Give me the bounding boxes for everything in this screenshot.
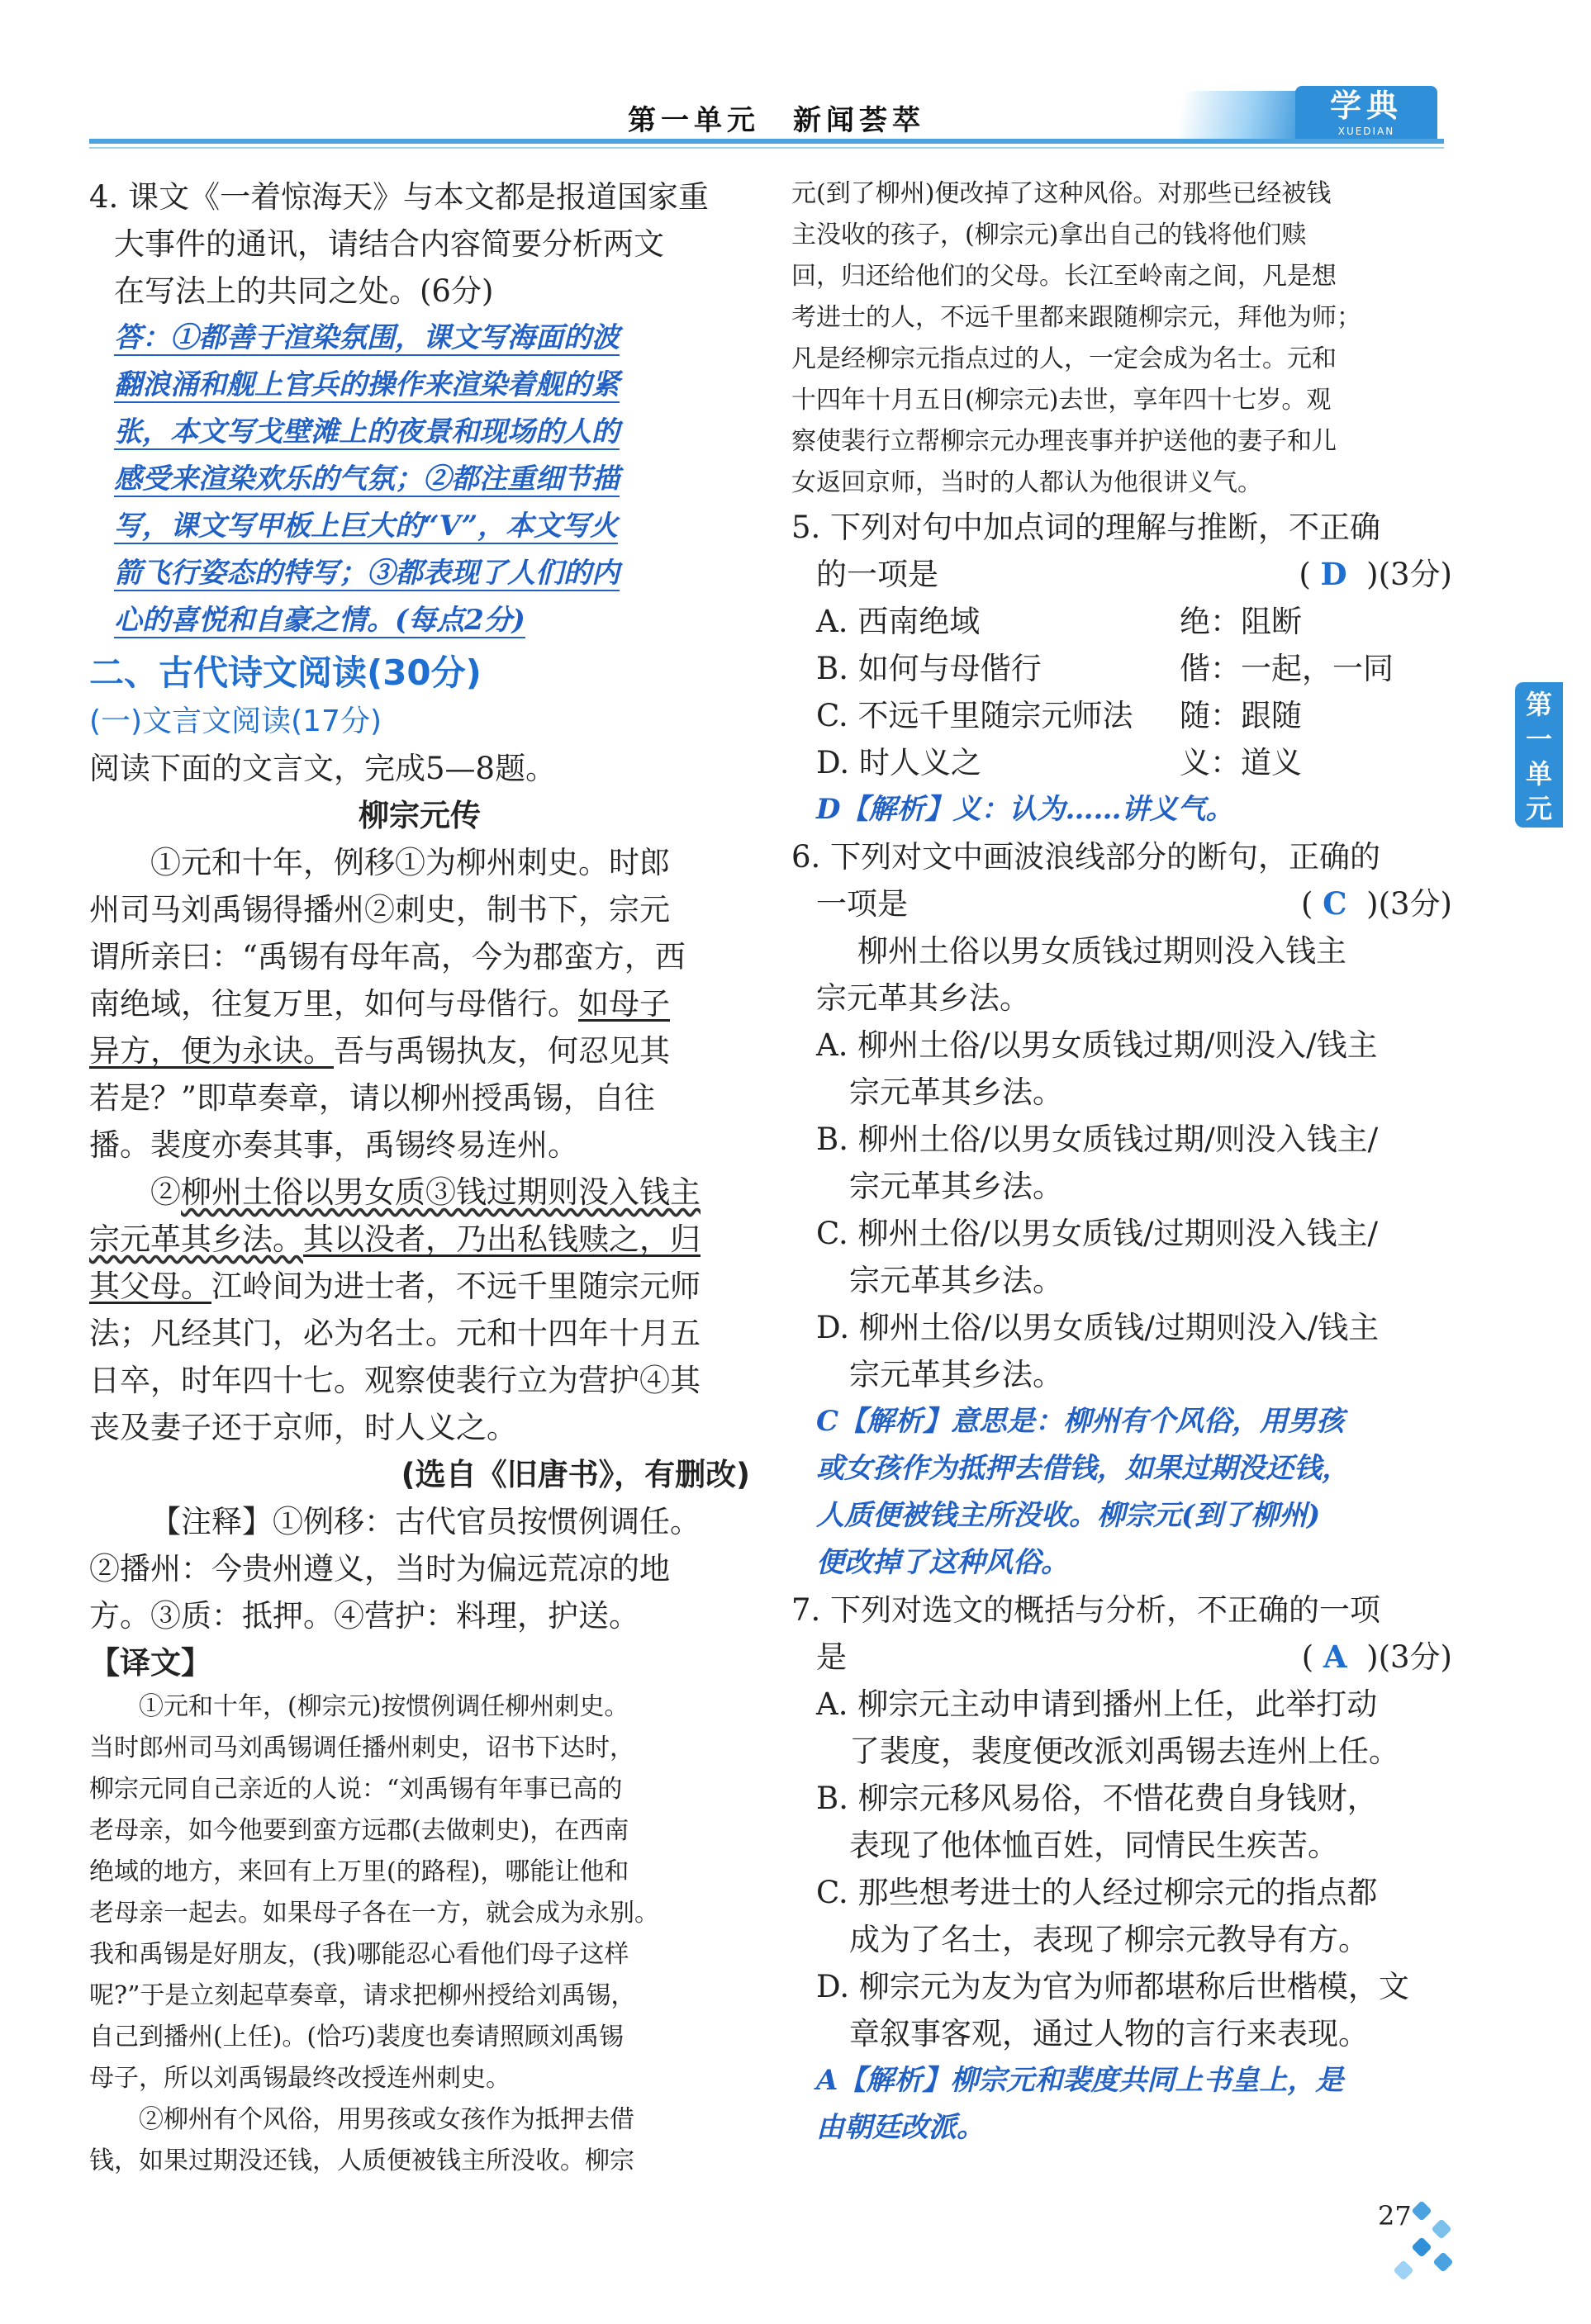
answer-line: 写，课文写甲板上巨大的“V”，本文写火 — [114, 510, 619, 543]
q4-answer — [89, 315, 750, 644]
decor-hex-icon — [1411, 2200, 1432, 2221]
subsection-heading: (一)文言文阅读(17分) — [89, 704, 382, 738]
notes: 【注释】①例移：古代官员按惯例调任。 ②播州：今贵州遵义，当时为偏远荒凉的地 方。③质：抵押。④营护：料理，护送。 — [89, 1504, 701, 1634]
question-6: 6. 下列对文中画波浪线部分的断句，正确的 一项是 ( C )(3分) 柳州土俗以男女质钱过期则没入钱主 宗元革其乡法。 A. 柳州土俗/以男女质钱过期/则没入/钱主 宗元革其乡法。 B. 柳州土俗/以男女质钱过期/则没入钱主/ 宗元革其乡法。 C. 柳州土俗/以男女质钱/过期则没入钱主/ 宗元革其乡法。 D. 柳州土俗/以男女质钱/过期则没入/钱主 宗元革其乡法。 C【解析】意思是：柳州有个风俗，用男孩 或女孩作为抵押去借钱，如果过期没还钱， 人质便被钱主所没收。柳宗元(到了柳州) 便改掉了这种风俗。 — [791, 833, 1452, 1586]
question-5: 5. 下列对句中加点词的理解与推断，不正确 的一项是 ( D )(3分) A. 西南绝域 绝：阻断 B. 如何与母偕行 偕：一起，一同 C. 不远千里随宗元师法 随：跟随 D. 时人义之 义：道义 D【解析】义：认为……讲义气。 — [791, 504, 1452, 833]
translation-continued: 元(到了柳州)便改掉了这种风俗。对那些已经被钱 主没收的孩子，(柳宗元)拿出自己的钱将他们赎 回，归还给他们的父母。长江至岭南之间，凡是想 考进士的人，不远千里都来跟随柳宗元，拜他为师； 凡是经柳宗元指点过的人，一定会成为名士。元和 十四年十月五日(柳宗元)去世，享年四十七岁。观 察使裴行立帮柳宗元办理丧事并护送他的妻子和儿 女返回京师，当时的人都认为他很讲义气。 — [791, 179, 1361, 497]
translation-text: ①元和十年，(柳宗元)按惯例调任柳州刺史。 当时郎州司马刘禹锡调任播州刺史，诏书下达时， 柳宗元同自己亲近的人说：“刘禹锡有年事已高的 老母亲，如今他要到蛮方远郡(去做刺史)，在西南 绝域的地方，来回有上万里(的路程)，哪能让他和 老母亲一起去。如果母子各在一方，就会成为永别。 我和禹锡是好朋友，(我)哪能忍心看他们母子这样 呢?”于是立刻起草奏章，请求把柳州授给刘禹锡， 自己到播州(上任)。(恰巧)裴度也奏请照顾刘禹锡 母子，所以刘禹锡最终改授连州刺史。 ②柳州有个风俗，用男孩或女孩作为抵押去借 钱，如果过期没还钱，人质便被钱主所没收。柳宗 — [89, 1692, 659, 2175]
unit-side-tab — [1515, 682, 1563, 828]
decor-hex-icon — [1411, 2236, 1432, 2257]
answer-line: 张，本文写戈壁滩上的夜景和现场的人的 — [114, 415, 620, 448]
q4-line: 4. 课文《一着惊海天》与本文都是报道国家重 — [89, 179, 710, 215]
question-7: 7. 下列对选文的概括与分析，不正确的一项 是 ( A )(3分) A. 柳宗元主动申请到播州上任，此举打动 了裴度，裴度便改派刘禹锡去连州上任。 B. 柳宗元移风易俗，不惜花费自身钱财， 表现了他体恤百姓，同情民生疾苦。 C. 那些想考进士的人经过柳宗元的指点都 成为了名士，表现了柳宗元教导有方。 D. 柳宗元为友为官为师都堪称后世楷模，文 章叙事客观，通过人物的言行来表现。 A【解析】柳宗元和裴度共同上书皇上，是 由朝廷改派。 — [791, 1586, 1452, 2151]
translation-title: 【译文】 — [89, 1645, 211, 1681]
decor-hex-icon — [1432, 2251, 1453, 2272]
answer-line: 翻浪涌和舰上官兵的操作来渲染着舰的紧 — [114, 368, 620, 401]
wavy-underlined-text: 宗元革其乡法。 — [89, 1221, 303, 1257]
q7-analysis: A【解析】柳宗元和裴度共同上书皇上，是 由朝廷改派。 — [816, 2064, 1344, 2144]
right-column — [791, 173, 1452, 2151]
header-rule-thin — [89, 147, 1444, 149]
header-rule — [89, 139, 1444, 144]
page-header-title: 第一单元 新闻荟萃 — [628, 104, 925, 137]
unit-side-tab-text: 第 一 单 元 — [1525, 689, 1552, 824]
page-number: 27 — [1378, 2200, 1412, 2232]
q4-line: 在写法上的共同之处。(6分) — [114, 273, 494, 309]
left-column — [89, 173, 750, 2182]
answer-line: 答：①都善于渲染氛围，课文写海面的波 — [114, 321, 620, 354]
passage-para-1: ①元和十年，例移①为柳州刺史。时郎 州司马刘禹锡得播州②刺史，制书下，宗元 谓所亲曰：“禹锡有母年高，今为郡蛮方，西 南绝域，往复万里，如何与母偕行。如母子 异方，便为永诀。吾与禹锡执友，何忍见其 若是？”即草奏章，请以柳州授禹锡，自往 播。裴度亦奏其事，禹锡终易连州。 — [89, 845, 686, 1163]
passage-source: (选自《旧唐书》，有删改) — [401, 1457, 750, 1492]
answer-letter: C — [1323, 885, 1347, 922]
brand-logo — [1295, 86, 1437, 144]
header-swoosh — [1148, 91, 1313, 140]
q5-analysis: D【解析】义：认为……讲义气。 — [816, 793, 1234, 826]
decor-hex-icon — [1431, 2218, 1451, 2239]
answer-line: 箭飞行姿态的特写；③都表现了人们的内 — [114, 557, 620, 590]
answer-letter: A — [1323, 1639, 1347, 1675]
passage-title: 柳宗元传 — [359, 798, 481, 833]
answer-line: 感受来渲染欢乐的气氛；②都注重细节描 — [114, 462, 620, 496]
q6-analysis: C【解析】意思是：柳州有个风俗，用男孩 或女孩作为抵押去借钱，如果过期没还钱， 人质便被钱主所没收。柳宗元(到了柳州) 便改掉了这种风俗。 — [816, 1405, 1350, 1579]
wavy-underlined-text: 柳州土俗以男女质③钱过期则没入钱主 — [181, 1174, 701, 1210]
brand-name: 学典 — [1329, 87, 1403, 124]
reading-instruction: 阅读下面的文言文，完成5—8题。 — [89, 751, 557, 786]
answer-letter: D — [1320, 556, 1347, 592]
decor-hex-icon — [1393, 2260, 1413, 2280]
passage-para-2: ②柳州土俗以男女质③钱过期则没入钱主 宗元革其乡法。其以没者，乃出私钱赎之，归 其父母。江岭间为进士者，不远千里随宗元师 法；凡经其门，必为名士。元和十四年十月五 日卒，时年四十七。观察使裴行立为营护④其 丧及妻子还于京师，时人义之。 — [89, 1174, 701, 1445]
answer-line: 心的喜悦和自豪之情。(每点2分) — [114, 604, 525, 637]
section-heading: 二、古代诗文阅读(30分) — [89, 652, 482, 693]
q4-line: 大事件的通讯，请结合内容简要分析两文 — [114, 226, 664, 262]
brand-sub: XUEDIAN — [1337, 126, 1395, 137]
